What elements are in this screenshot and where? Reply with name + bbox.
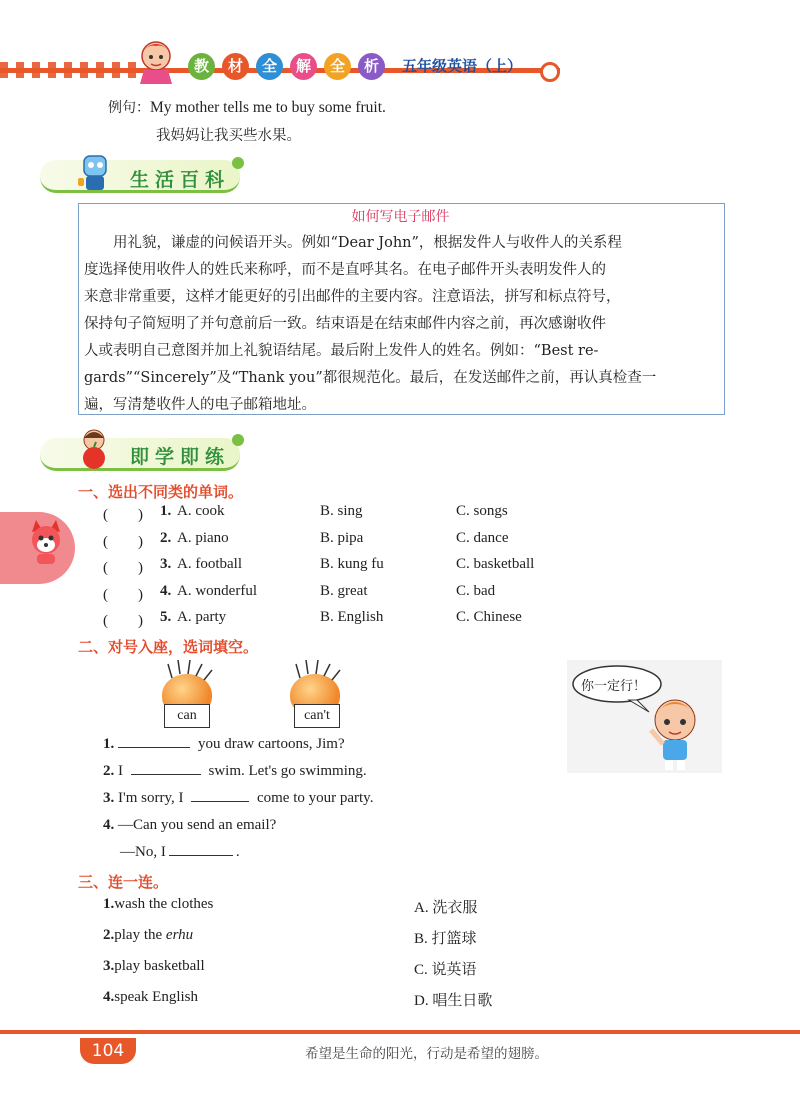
match-phrase: play basketball — [114, 958, 205, 974]
q2-number: 2. — [103, 763, 115, 779]
q1-paren: ( ) — [103, 613, 143, 629]
match-right-item: A. 洗衣服 — [414, 900, 478, 916]
encyclopedia-banner-title: 生活百科 — [130, 169, 231, 191]
q2-item — [103, 736, 345, 753]
header-title-char: 教 — [188, 53, 215, 80]
q1-option-c: C. dance — [456, 529, 509, 546]
q2-text-after: you draw cartoons, Jim? — [194, 736, 345, 752]
match-left-item — [103, 927, 193, 944]
footer-motto: 希望是生命的阳光，行动是希望的翅膀。 — [305, 1046, 548, 1062]
q1-option-b: B. sing — [320, 503, 363, 519]
fox-icon — [26, 518, 66, 566]
answer-blank[interactable] — [118, 747, 190, 748]
example-translation: 我妈妈让我买些水果。 — [156, 128, 301, 144]
q1-number: 2. — [160, 529, 172, 546]
tip-line: 人或表明自己意图并加上礼貌语结尾。最后附上发件人的姓名。例如：“Best re- — [84, 343, 599, 359]
speech-bubble-text: 你一定行！ — [581, 679, 647, 694]
tip-box-title: 如何写电子邮件 — [351, 209, 450, 225]
match-right-item: B. 打篮球 — [414, 931, 477, 947]
q1-number: 5. — [160, 609, 172, 625]
q1-paren: ( ) — [103, 507, 143, 523]
q1-heading: 一、选出不同类的单词。 — [78, 483, 244, 501]
match-left-item — [103, 989, 198, 1006]
q1-option-c: C. songs — [456, 503, 508, 519]
match-right-item: D. 唱生日歌 — [414, 993, 493, 1009]
q1-option-a: A. wonderful — [177, 582, 257, 599]
q1-paren: ( ) — [103, 560, 143, 576]
header-title-char: 全 — [256, 53, 283, 80]
q1-option-a: A. piano — [177, 529, 229, 546]
tip-line: 遍，写清楚收件人的电子邮箱地址。 — [84, 397, 316, 413]
q1-option-c: C. basketball — [456, 556, 535, 572]
tip-line: 来意非常重要，这样才能更好的引出邮件的主要内容。注意语法，拼写和标点符号， — [84, 289, 621, 305]
q1-option-c: C. Chinese — [456, 609, 522, 625]
tip-line: 保持句子简短明了并句意前后一致。结束语是在结束邮件内容之前，再次感谢收件 — [84, 316, 606, 332]
q1-option-a: A. football — [177, 556, 242, 572]
header-end-dot — [540, 62, 560, 82]
q2-item — [103, 790, 373, 807]
word-can: can — [164, 704, 210, 728]
apple-girl-icon — [74, 426, 114, 470]
sun-rays-icon — [286, 660, 346, 690]
q3-heading: 三、连一连。 — [78, 873, 169, 891]
q1-number: 3. — [160, 556, 172, 572]
q2-reply-text: —No, I — [120, 844, 166, 860]
example-sentence: 例句：My mother tells me to buy some fruit. — [108, 99, 386, 116]
q2-item — [103, 763, 367, 780]
header-subtitle: 五年级英语（上） — [402, 57, 523, 75]
q2-text-before: I — [114, 763, 127, 779]
header-title-char: 材 — [222, 53, 249, 80]
q1-number: 1. — [160, 503, 172, 519]
mascot-girl-icon — [130, 36, 182, 86]
q1-number: 4. — [160, 582, 172, 599]
q1-option-b: B. great — [320, 582, 368, 599]
header-title-char: 全 — [324, 53, 351, 80]
tip-line: 用礼貌，谦虚的问候语开头。例如“Dear John”，根据发件人与收件人的关系程 — [84, 235, 622, 251]
q1-paren: ( ) — [103, 533, 143, 550]
page-number: 104 — [80, 1038, 136, 1064]
match-left-item — [103, 958, 205, 975]
match-right-item: C. 说英语 — [414, 962, 477, 978]
q1-option-b: B. pipa — [320, 529, 364, 546]
q2-number: 3. — [103, 790, 115, 806]
match-phrase-italic: erhu — [165, 927, 194, 943]
header-title-char: 解 — [290, 53, 317, 80]
header-title-char: 析 — [358, 53, 385, 80]
answer-blank[interactable] — [191, 801, 249, 802]
q2-number: 4. — [103, 817, 115, 833]
q2-reply-end: . — [235, 844, 240, 860]
q2-text-after: swim. Let's go swimming. — [204, 763, 367, 779]
q1-option-a: A. party — [177, 609, 227, 625]
sun-rays-icon — [158, 660, 218, 690]
q2-heading: 二、对号入座，选词填空。 — [78, 638, 259, 656]
q2-text-after: come to your party. — [253, 790, 374, 806]
match-phrase: wash the clothes — [114, 896, 214, 912]
q2-number: 1. — [103, 736, 115, 752]
q2-item — [103, 817, 276, 834]
match-number: 3. — [103, 958, 115, 974]
banner-dot — [232, 434, 244, 446]
tip-line: gards”“Sincerely”及“Thank you”都很规范化。最后，在发送邮件之前，再认真检查一 — [84, 370, 657, 386]
banner-dot — [232, 157, 244, 169]
q1-paren: ( ) — [103, 586, 143, 603]
match-phrase: play the — [114, 927, 166, 943]
practice-banner-title: 即学即练 — [130, 446, 231, 468]
answer-blank[interactable] — [131, 774, 201, 775]
q1-option-b: B. English — [320, 609, 384, 625]
q2-text-before: I'm sorry, I — [114, 790, 188, 806]
tip-line: 度选择使用收件人的姓氏来称呼，而不是直呼其名。在电子邮件开头表明发件人的 — [84, 262, 606, 278]
answer-blank[interactable] — [169, 855, 233, 856]
q1-option-c: C. bad — [456, 582, 496, 599]
match-phrase: speak English — [114, 989, 198, 1005]
q1-option-b: B. kung fu — [320, 556, 384, 572]
match-left-item — [103, 896, 213, 913]
footer-rule — [0, 1030, 800, 1034]
robot-icon — [74, 150, 114, 194]
q2-text-before: —Can you send an email? — [114, 817, 277, 833]
match-number: 4. — [103, 989, 115, 1005]
q1-option-a: A. cook — [177, 503, 225, 519]
q2-item-reply — [120, 844, 240, 861]
match-number: 1. — [103, 896, 115, 912]
word-cant: can't — [294, 704, 340, 728]
match-number: 2. — [103, 927, 115, 943]
